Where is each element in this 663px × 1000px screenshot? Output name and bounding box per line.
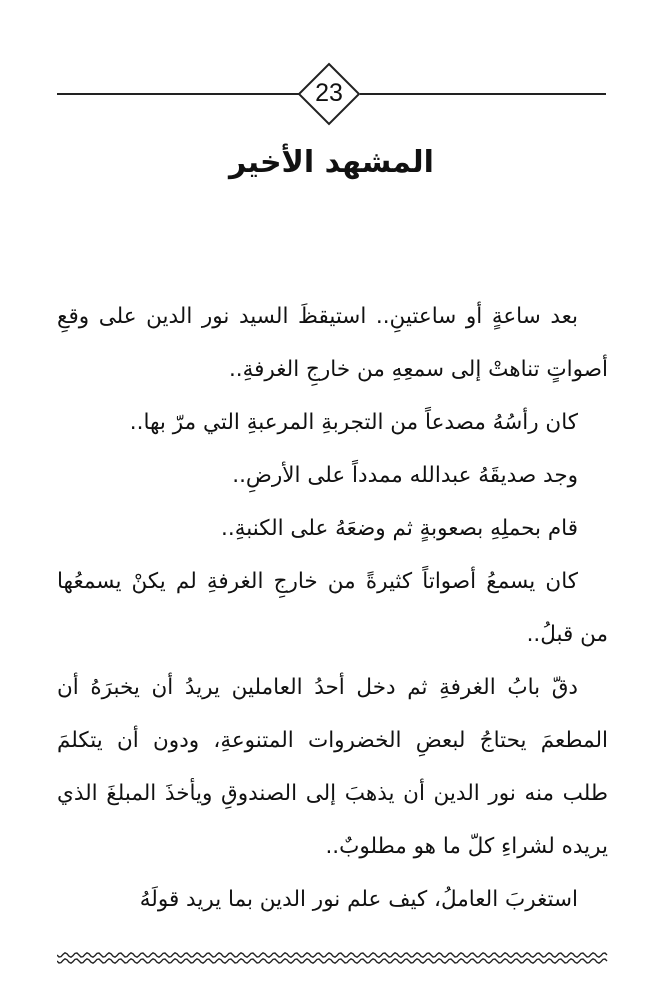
paragraph: كان رأسُهُ مصدعاً من التجربةِ المرعبةِ التي مرّ بها.. (129, 410, 578, 435)
bottom-wavy-divider (57, 950, 608, 966)
paragraph: كان يسمعُ أصواتاً كثيرةً من خارجِ الغرفةِ لم يكنْ يسمعُها من قبلُ.. (57, 569, 608, 647)
paragraph: قام بحملِهِ بصعوبةٍ ثم وضعَهُ على الكنبةِ.. (221, 516, 578, 541)
page-number: 23 (315, 79, 343, 107)
paragraph: دقّ بابُ الغرفةِ ثم دخل أحدُ العاملين يريدُ أن يخبرَهُ أن المطعمَ يحتاجُ لبعضِ الخضروات المتنوعةِ، ودون أن يتكلمَ طلب منه نور الدين أن يذهبَ إلى الصندوقِ ويأخذَ المبلغَ الذي يريده لشراءِ كلّ ما هو مطلوبٌ.. (57, 675, 608, 859)
paragraph: استغربَ العاملُ، كيف علم نور الدين بما يريد قولَهُ (139, 887, 578, 912)
paragraph: وجد صديقَهُ عبدالله ممدداً على الأرضِ.. (232, 463, 578, 488)
chapter-title: المشهد الأخير (229, 145, 434, 180)
paragraph: بعد ساعةٍ أو ساعتينِ.. استيقظَ السيد نور الدين على وقعِ أصواتٍ تناهتْ إلى سمعِهِ من خارجِ الغرفةِ.. (57, 304, 608, 382)
body-text (57, 290, 608, 926)
header-rule-left (57, 93, 299, 95)
header-rule-right (360, 93, 606, 95)
